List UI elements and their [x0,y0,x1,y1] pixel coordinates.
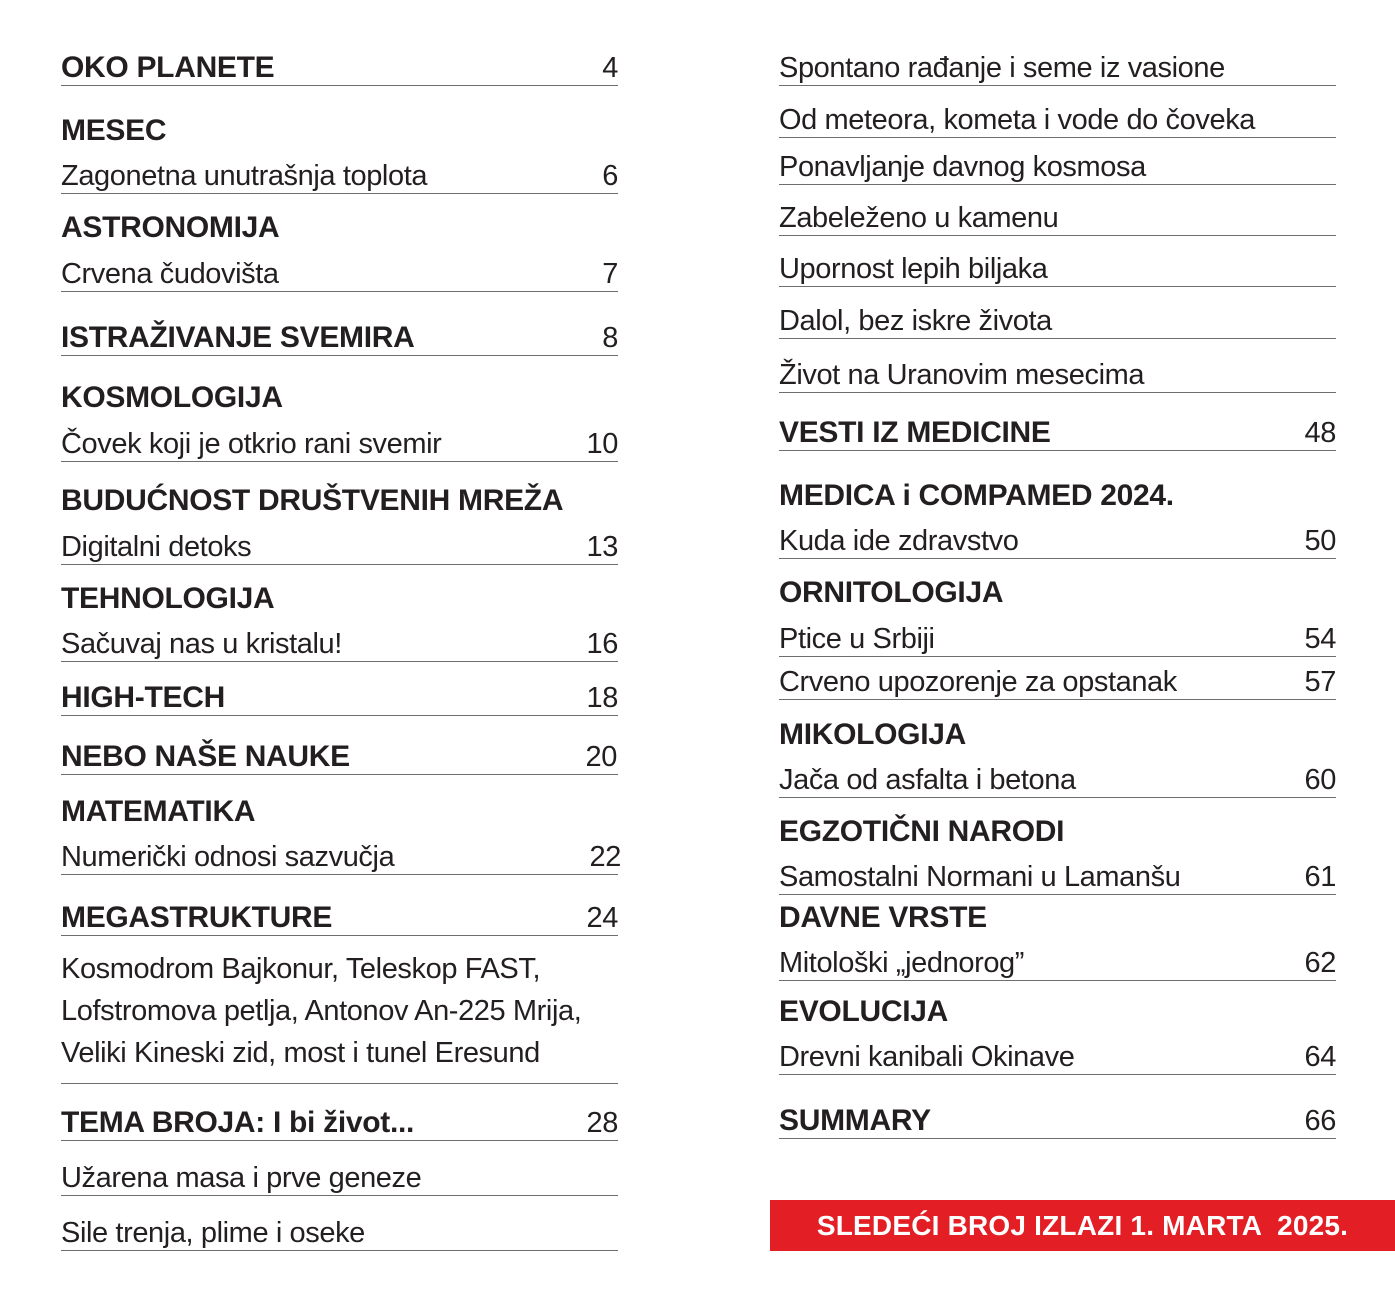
toc-entry-tema-article[interactable] [779,101,1336,138]
article-title: Numerički odnosi sazvučja [61,841,395,873]
article-line: Kosmodrom Bajkonur, Teleskop FAST, [61,953,541,985]
page-number: 6 [602,160,618,192]
page-number: 24 [586,902,618,934]
toc-entry-tema-article[interactable] [779,148,1336,185]
section-title: ORNITOLOGIJA [779,576,1004,609]
section-title: TEHNOLOGIJA [61,582,275,615]
toc-entry-summary[interactable] [779,1102,1336,1139]
toc-entry-tema-article[interactable] [779,199,1336,236]
section-title: BUDUĆNOST DRUŠTVENIH MREŽA [61,484,564,517]
toc-entry-tema-article[interactable] [61,1214,618,1251]
article-title: Upornost lepih biljaka [779,253,1048,285]
article-title: Ponavljanje davnog kosmosa [779,151,1146,183]
toc-entry-mikologija-article[interactable] [779,761,1336,798]
page-number: 48 [1304,417,1336,449]
section-title: VESTI IZ MEDICINE [779,416,1051,449]
toc-entry-buducnost-article[interactable] [61,528,618,565]
page-number: 13 [586,531,618,563]
section-title: NEBO NAŠE NAUKE [61,740,350,773]
article-title: Kuda ide zdravstvo [779,525,1019,557]
toc-entry-high-tech[interactable] [61,679,618,716]
article-title: Od meteora, kometa i vode do čoveka [779,104,1256,136]
toc-entry-davne-article[interactable] [779,944,1336,981]
section-title: TEMA BROJA: I bi život... [61,1106,415,1139]
page-number: 61 [1304,861,1336,893]
page-number: 57 [1304,666,1336,698]
page-number: 4 [602,52,618,84]
section-title: MEGASTRUKTURE [61,901,333,934]
section-title: ASTRONOMIJA [61,211,280,244]
section-header-buducnost [61,482,618,518]
article-title: Užarena masa i prve geneze [61,1162,422,1194]
page-number: 16 [586,628,618,660]
section-header-astronomija [61,209,618,245]
toc-entry-oko-planete[interactable] [61,49,618,86]
article-title: Jača od asfalta i betona [779,764,1076,796]
page-number: 18 [586,682,618,714]
article-title: Ptice u Srbiji [779,623,935,655]
article-title: Sile trenja, plime i oseke [61,1217,365,1249]
toc-entry-tema-broja[interactable] [61,1104,618,1141]
section-header-mesec [61,112,618,148]
article-title: Zabeleženo u kamenu [779,202,1059,234]
section-title: OKO PLANETE [61,51,275,84]
page-number: 60 [1304,764,1336,796]
page-number: 62 [1304,947,1336,979]
article-title: Zagonetna unutrašnja toplota [61,160,428,192]
toc-entry-matematika-article[interactable] [61,838,621,875]
page-number: 66 [1304,1105,1336,1137]
page-number: 64 [1304,1041,1336,1073]
toc-entry-vesti-iz-medicine[interactable] [779,414,1336,451]
toc-entry-istrazivanje-svemira[interactable] [61,319,618,356]
section-header-ornitologija [779,574,1336,610]
section-title: DAVNE VRSTE [779,901,987,934]
toc-entry-tehnologija-article[interactable] [61,625,618,662]
toc-entry-nebo-nase-nauke[interactable] [61,738,618,775]
page-number: 22 [589,841,621,873]
article-title: Samostalni Normani u Lamanšu [779,861,1181,893]
toc-entry-kosmologija-article[interactable] [61,425,618,462]
article-title: Život na Uranovim mesecima [779,359,1145,391]
toc-entry-tema-article[interactable] [779,250,1336,287]
toc-entry-mesec-article[interactable] [61,157,618,194]
section-header-mikologija [779,716,1336,752]
toc-entry-egzoticni-article[interactable] [779,858,1336,895]
section-header-egzoticni-narodi [779,813,1336,849]
toc-entry-megastrukture[interactable] [61,899,618,936]
page-number: 50 [1304,525,1336,557]
section-title: MEDICA i COMPAMED 2024. [779,479,1174,512]
section-header-davne-vrste [779,899,1336,935]
section-header-tehnologija [61,580,618,616]
section-title: HIGH-TECH [61,681,225,714]
page-number: 20 [585,741,617,773]
article-line: Lofstromova petlja, Antonov An-225 Mrija, [61,995,582,1027]
next-issue-text: SLEDEĆI BROJ IZLAZI 1. MARTA 2025. [816,1210,1349,1241]
article-title: Mitološki „jednorog” [779,947,1025,979]
toc-entry-tema-article[interactable] [779,49,1336,86]
article-title: Drevni kanibali Okinave [779,1041,1075,1073]
article-title: Dalol, bez iskre života [779,305,1052,337]
article-title: Crvena čudovišta [61,258,279,290]
section-header-kosmologija [61,379,618,415]
section-header-medica [779,477,1336,513]
section-title: EVOLUCIJA [779,995,948,1028]
article-title: Sačuvaj nas u kristalu! [61,628,342,660]
page-number: 54 [1304,623,1336,655]
article-title: Čovek koji je otkrio rani svemir [61,428,442,460]
article-title: Spontano rađanje i seme iz vasione [779,52,1225,84]
page-number: 28 [586,1107,618,1139]
toc-entry-tema-article[interactable] [779,356,1336,393]
page-number: 7 [602,258,618,290]
section-title: KOSMOLOGIJA [61,381,283,414]
article-title: Crveno upozorenje za opstanak [779,666,1177,698]
section-title: MESEC [61,114,167,147]
toc-entry-medica-article[interactable] [779,522,1336,559]
section-title: EGZOTIČNI NARODI [779,815,1065,848]
page-number: 8 [602,322,618,354]
toc-entry-astronomija-article[interactable] [61,255,618,292]
section-header-matematika [61,793,618,829]
section-title: MIKOLOGIJA [779,718,967,751]
section-title: MATEMATIKA [61,795,256,828]
toc-entry-tema-article[interactable] [61,1159,618,1196]
next-issue-banner [770,1200,1395,1251]
toc-entry-ornitologija-article[interactable] [779,620,1336,657]
article-line: Veliki Kineski zid, most i tunel Eresund [61,1037,540,1069]
section-header-evolucija [779,993,1336,1029]
toc-entry-ornitologija-article[interactable] [779,663,1336,700]
page-number: 10 [586,428,618,460]
article-title: Digitalni detoks [61,531,252,563]
toc-entry-evolucija-article[interactable] [779,1038,1336,1075]
toc-entry-tema-article[interactable] [779,302,1336,339]
section-title: SUMMARY [779,1104,931,1137]
megastrukture-article-list[interactable] [61,947,618,1084]
section-title: ISTRAŽIVANJE SVEMIRA [61,321,415,354]
